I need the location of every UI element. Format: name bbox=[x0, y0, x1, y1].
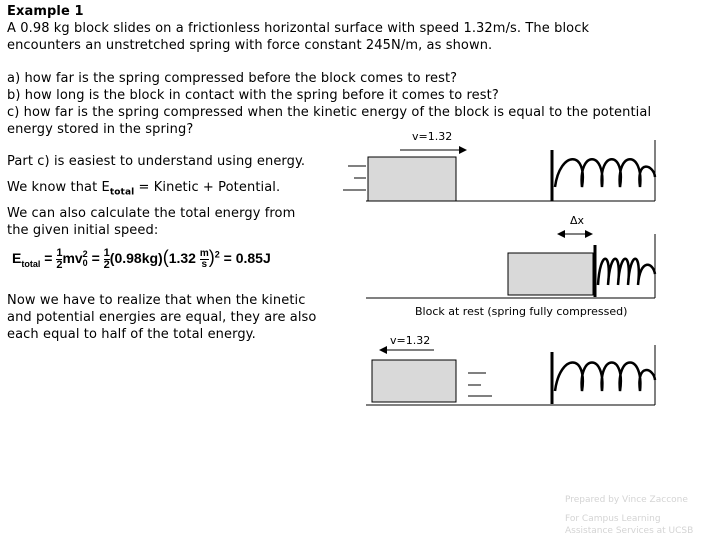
eq-result: = 0.85J bbox=[223, 250, 271, 266]
problem-line-2: encounters an unstretched spring with force constant 245N/m, as shown. bbox=[7, 38, 493, 53]
footer-credit: Prepared by Vince Zaccone bbox=[565, 495, 688, 505]
conclusion-line-1: Now we have to realize that when the kinetic bbox=[7, 293, 306, 308]
diagram-compressed bbox=[366, 234, 655, 298]
eq-paren-open: ( bbox=[162, 247, 169, 267]
eq-unit-den: s bbox=[201, 258, 208, 270]
rest-caption: Block at rest (spring fully compressed) bbox=[415, 305, 628, 318]
question-c-line-2: energy stored in the spring? bbox=[7, 122, 194, 137]
eq-equals-1: = bbox=[44, 250, 53, 266]
spring-coil-compressed bbox=[598, 259, 655, 285]
question-b: b) how long is the block in contact with the spring before it comes to rest? bbox=[7, 88, 499, 103]
block bbox=[372, 360, 456, 402]
explanation-calc-line-1: We can also calculate the total energy from bbox=[7, 206, 296, 221]
footer-org-1: For Campus Learning bbox=[565, 514, 661, 524]
question-c-line-1: c) how far is the spring compressed when the kinetic energy of the block is equal to the potential bbox=[7, 105, 652, 120]
explanation-calc-line-2: the given initial speed: bbox=[7, 223, 159, 238]
velocity-label-top: v=1.32 bbox=[412, 130, 453, 143]
question-a: a) how far is the spring compressed before the block comes to rest? bbox=[7, 71, 458, 86]
problem-line-1: A 0.98 kg block slides on a frictionless horizontal surface with speed 1.32m/s. The block bbox=[7, 21, 590, 36]
example-title: Example 1 bbox=[7, 4, 84, 19]
eq-mv-sub: 0 bbox=[82, 258, 88, 269]
eq-mass: (0.98kg) bbox=[109, 250, 163, 266]
eq-half-2-num: 1 bbox=[103, 246, 110, 259]
spring-coil bbox=[555, 159, 655, 187]
conclusion-line-2: and potential energies are equal, they are also bbox=[7, 310, 317, 325]
eq-half-1-den: 2 bbox=[56, 258, 63, 271]
explanation-part-c: Part c) is easiest to understand using energy. bbox=[7, 154, 306, 169]
eq-speed: 1.32 bbox=[168, 250, 196, 266]
diagram-rebound bbox=[366, 345, 655, 405]
footer-org-2: Assistance Services at UCSB bbox=[565, 526, 694, 536]
energy-sum-subscript: total bbox=[109, 187, 135, 198]
dx-label: Δx bbox=[570, 214, 585, 227]
block bbox=[508, 253, 593, 295]
eq-lhs: E bbox=[12, 250, 22, 266]
velocity-label-bottom: v=1.32 bbox=[390, 334, 431, 347]
eq-half-1-num: 1 bbox=[56, 246, 63, 259]
eq-half-2-den: 2 bbox=[103, 258, 110, 271]
energy-sum-suffix: = Kinetic + Potential. bbox=[134, 180, 281, 195]
eq-lhs-sub: total bbox=[21, 258, 41, 269]
conclusion-line-3: each equal to half of the total energy. bbox=[7, 327, 256, 342]
energy-sum-prefix: We know that E bbox=[7, 180, 110, 195]
eq-mv-sup: 2 bbox=[82, 249, 88, 260]
eq-unit-num: m bbox=[199, 247, 209, 259]
eq-square: 2 bbox=[214, 249, 220, 260]
spring-coil bbox=[555, 363, 655, 392]
block bbox=[368, 157, 456, 201]
eq-mv: mv bbox=[62, 250, 83, 266]
eq-equals-2: = bbox=[91, 250, 100, 266]
diagram-approach bbox=[343, 140, 655, 201]
eq-paren-close: ) bbox=[208, 247, 215, 267]
